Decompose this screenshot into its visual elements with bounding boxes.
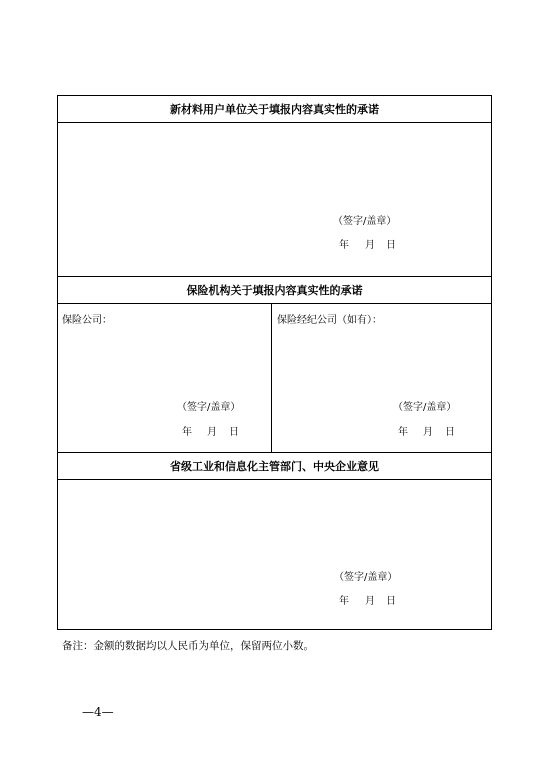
page-number: —4— <box>82 705 114 719</box>
date-month-label: 月 <box>365 596 375 607</box>
date-year-label: 年 <box>339 240 349 251</box>
commitment-table <box>57 95 492 630</box>
date-day-label: 日 <box>386 596 396 607</box>
table-column-divider <box>271 303 272 452</box>
date-month-label: 月 <box>423 427 433 438</box>
table-rule <box>57 122 492 123</box>
section-title-user-unit: 新材料用户单位关于填报内容真实性的承诺 <box>170 102 379 116</box>
date-year-label: 年 <box>182 427 192 438</box>
signature-label: （签字/盖章） <box>334 572 398 583</box>
insurance-broker-label: 保险经纪公司（如有）： <box>277 315 382 326</box>
insurance-company-label: 保险公司： <box>62 315 112 326</box>
signature-label: （签字/盖章） <box>333 216 397 227</box>
section-title-insurance: 保险机构关于填报内容真实性的承诺 <box>186 283 363 297</box>
remark-note: 备注：金额的数据均以人民币为单位，保留两位小数。 <box>62 640 314 652</box>
date-year-label: 年 <box>339 596 349 607</box>
date-month-label: 月 <box>207 427 217 438</box>
date-day-label: 日 <box>229 427 239 438</box>
signature-label: （签字/盖章） <box>393 402 457 413</box>
table-rule <box>57 303 492 304</box>
date-year-label: 年 <box>398 427 408 438</box>
date-day-label: 日 <box>445 427 455 438</box>
date-month-label: 月 <box>365 240 375 251</box>
section-title-authority-opinion: 省级工业和信息化主管部门、中央企业意见 <box>170 459 379 473</box>
date-day-label: 日 <box>386 240 396 251</box>
table-rule <box>57 479 492 480</box>
signature-label: （签字/盖章） <box>177 402 241 413</box>
